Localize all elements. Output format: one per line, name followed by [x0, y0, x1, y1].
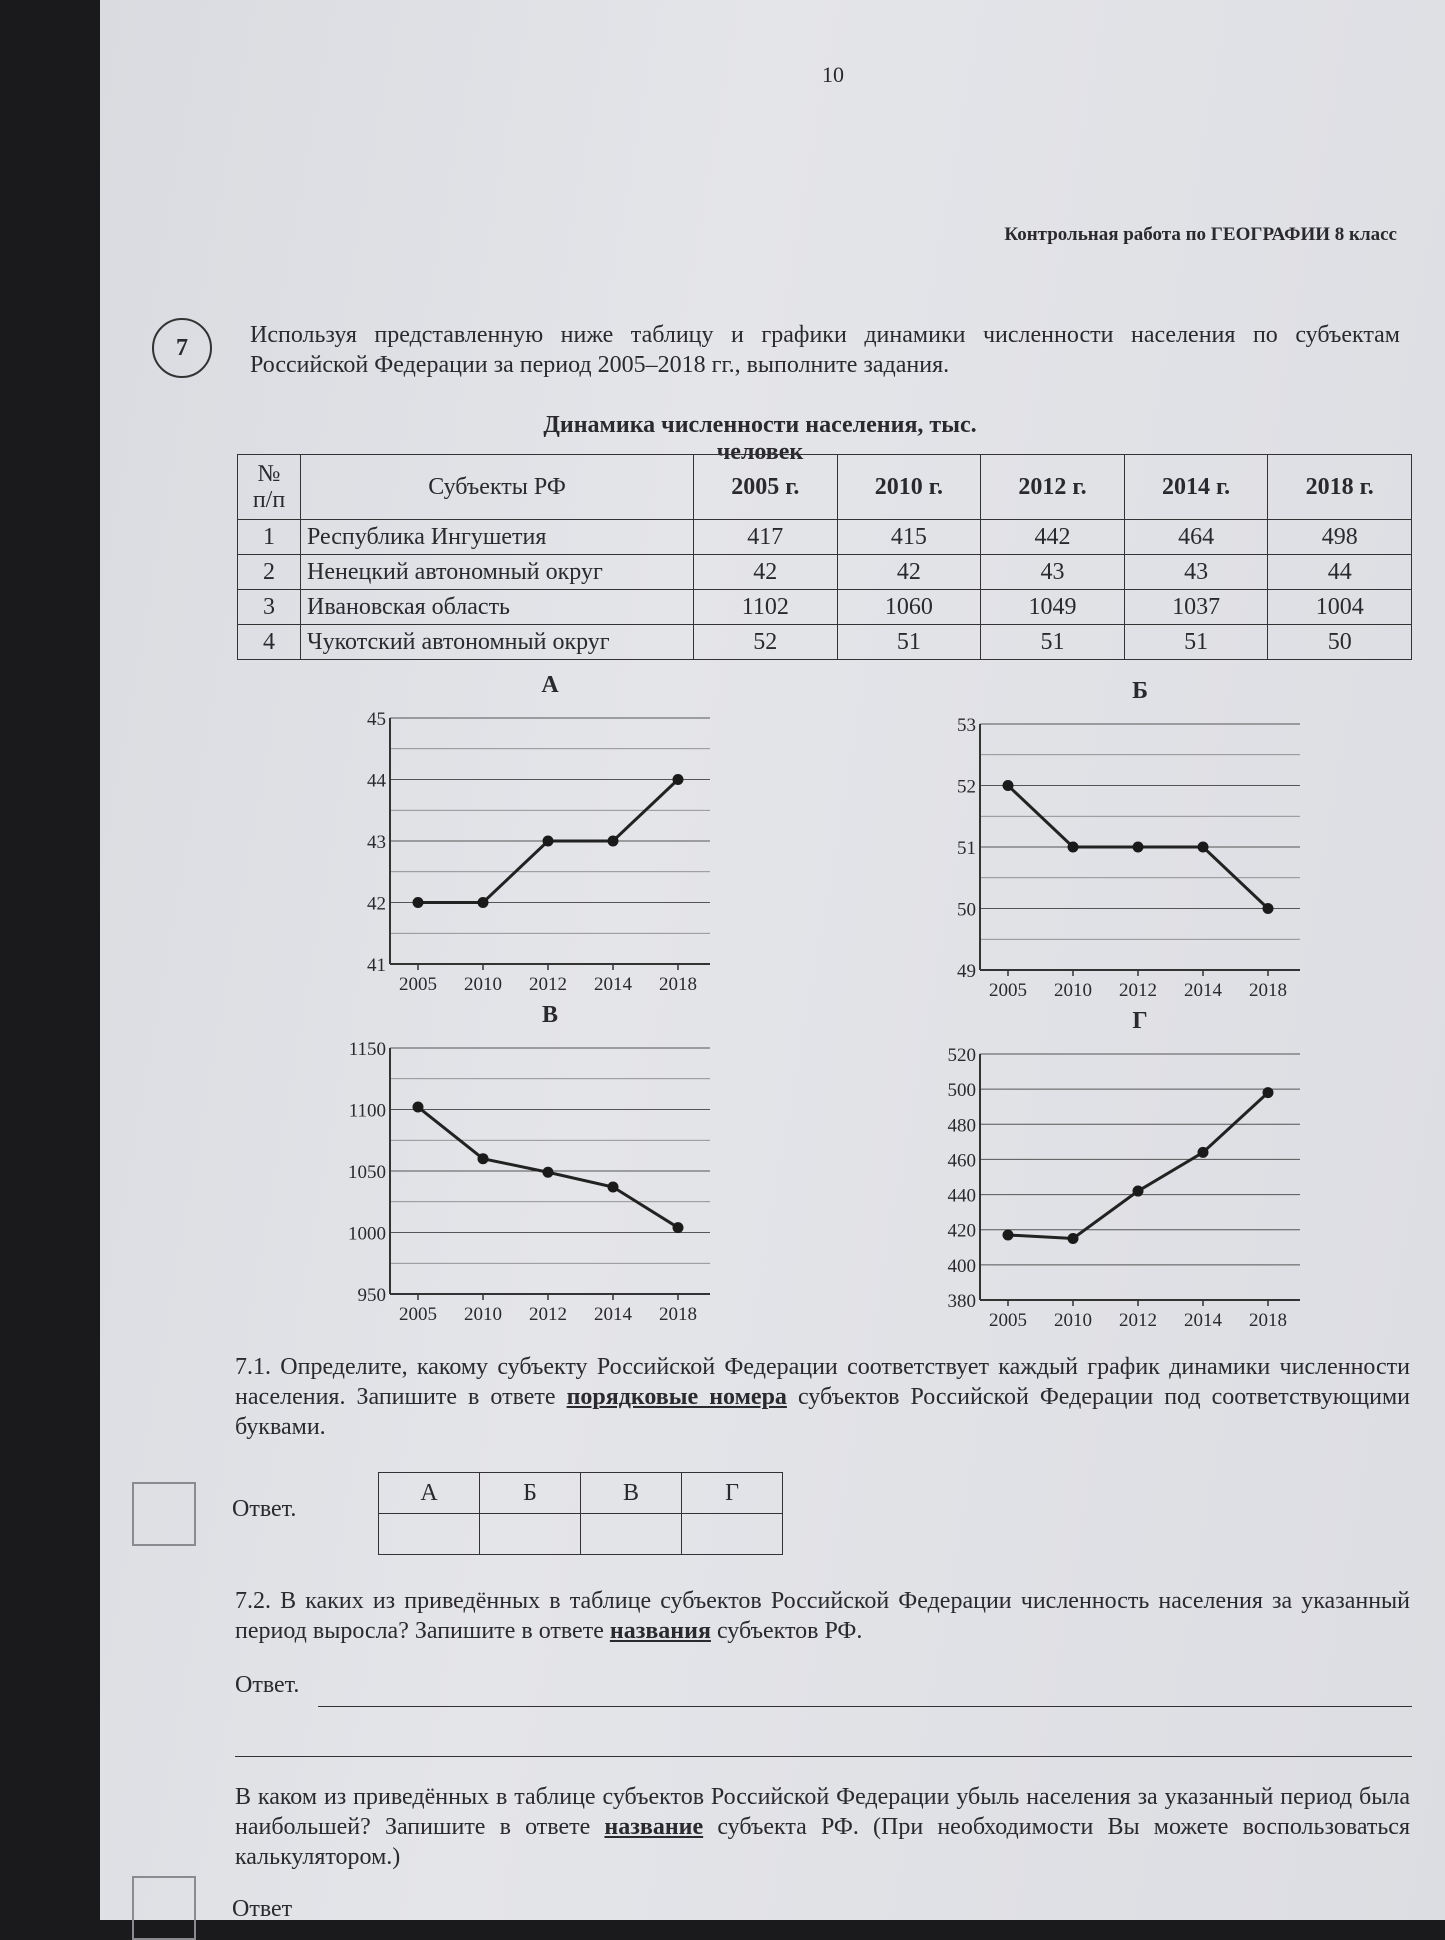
year-header: 2005 г.: [694, 455, 838, 520]
chart-title: Б: [1132, 678, 1148, 704]
year-header: 2014 г.: [1124, 455, 1268, 520]
y-tick-label: 42: [367, 893, 386, 915]
row-number: 1: [238, 520, 301, 555]
x-tick-label: 2012: [529, 1304, 567, 1325]
answer-table-7-1: [378, 1472, 783, 1555]
data-point: [413, 897, 424, 908]
q71-text-before: 7.1. Определите, какому субъекту Российской Федерации соответствует каждый график динамики численности населения. Запишите в ответе: [235, 1354, 1410, 1410]
x-tick-label: 2005: [399, 974, 437, 995]
answer-label-7-2: Ответ.: [235, 1672, 300, 1698]
table-cell: 52: [694, 625, 838, 660]
table-cell: 1049: [981, 590, 1125, 625]
data-point: [413, 1102, 424, 1113]
y-tick-label: 52: [957, 776, 976, 798]
y-tick-label: 380: [947, 1291, 976, 1312]
y-tick-label: 480: [947, 1115, 976, 1137]
row-number: 4: [238, 625, 301, 660]
data-point: [1003, 780, 1014, 791]
answer-input-row: [379, 1514, 783, 1555]
x-tick-label: 2010: [1054, 980, 1092, 1001]
q71-emphasis: порядковые номера: [566, 1384, 787, 1410]
answer-letters-row: [379, 1473, 783, 1514]
table-cell: 1004: [1268, 590, 1412, 625]
table-cell: 415: [837, 520, 981, 555]
x-tick-label: 2014: [1184, 980, 1222, 1001]
y-tick-label: 440: [947, 1185, 976, 1207]
x-tick-label: 2005: [989, 1310, 1027, 1331]
population-table: [237, 454, 1412, 660]
answer-cell-b[interactable]: [480, 1514, 581, 1555]
x-tick-label: 2012: [1119, 980, 1157, 1001]
y-tick-label: 950: [357, 1285, 386, 1306]
answer-cell-v[interactable]: [581, 1514, 682, 1555]
chart-g: [840, 1010, 1440, 1340]
q73-text-after: субъекта РФ. (При необходимости Вы можете воспользоваться калькулятором.): [235, 1814, 1410, 1870]
data-point: [543, 836, 554, 847]
data-point: [1068, 842, 1079, 853]
table-cell: 1060: [837, 590, 981, 625]
year-header: 2012 г.: [981, 455, 1125, 520]
data-point: [478, 897, 489, 908]
x-tick-label: 2018: [659, 974, 697, 995]
subject-header: Субъекты РФ: [301, 455, 694, 520]
table-cell: 42: [694, 555, 838, 590]
x-tick-label: 2014: [1184, 1310, 1222, 1331]
x-tick-label: 2012: [1119, 1310, 1157, 1331]
answer-label-7-3: Ответ: [232, 1896, 293, 1922]
data-point: [543, 1167, 554, 1178]
subject-name: Ивановская область: [301, 590, 694, 625]
chart-b: [840, 680, 1440, 1010]
y-tick-label: 53: [957, 715, 976, 736]
y-tick-label: 44: [367, 770, 386, 792]
table-row: [238, 590, 1412, 625]
x-tick-label: 2014: [594, 1304, 632, 1325]
data-point: [1068, 1233, 1079, 1244]
y-tick-label: 520: [947, 1045, 976, 1066]
table-cell: 417: [694, 520, 838, 555]
task-number: 7: [176, 334, 188, 361]
worksheet-page: [100, 0, 1445, 1920]
answer-cell-a[interactable]: [379, 1514, 480, 1555]
answer-label-7-1: Ответ.: [232, 1496, 297, 1522]
x-tick-label: 2018: [1249, 980, 1287, 1001]
y-tick-label: 1050: [348, 1162, 386, 1183]
table-title: Динамика численности населения, тыс. человек: [543, 412, 977, 465]
y-tick-label: 49: [957, 961, 976, 982]
data-point: [1003, 1229, 1014, 1240]
subject-name: Ненецкий автономный округ: [301, 555, 694, 590]
y-tick-label: 400: [947, 1255, 976, 1277]
subject-name: Республика Ингушетия: [301, 520, 694, 555]
x-tick-label: 2018: [659, 1304, 697, 1325]
data-point: [1198, 1147, 1209, 1158]
table-row: [238, 520, 1412, 555]
x-tick-label: 2018: [1249, 1310, 1287, 1331]
num-header-line2: п/п: [252, 487, 286, 513]
chart-title: В: [541, 1002, 559, 1028]
data-point: [478, 1153, 489, 1164]
chart-title: Г: [1132, 1008, 1148, 1034]
table-cell: 42: [837, 555, 981, 590]
answer-letter: Г: [682, 1473, 783, 1514]
num-header-line1: №: [257, 461, 281, 487]
row-number: 2: [238, 555, 301, 590]
answer-cell-g[interactable]: [682, 1514, 783, 1555]
data-point: [608, 1181, 619, 1192]
series-line: [1008, 1093, 1268, 1239]
data-point: [1263, 1087, 1274, 1098]
q72-text-before: 7.2. В каких из приведённых в таблице субъектов Российской Федерации численность населения за указанный период выросла? Запишите в ответе: [235, 1588, 1410, 1644]
q73-text-before: В каком из приведённых в таблице субъектов Российской Федерации убыль населения за указанный период была наибольшей? Запишите в ответе: [235, 1784, 1410, 1840]
score-box-7-3: [132, 1876, 196, 1940]
subject-name: Чукотский автономный округ: [301, 625, 694, 660]
table-cell: 442: [981, 520, 1125, 555]
data-point: [1133, 1186, 1144, 1197]
chart-title: А: [541, 672, 559, 698]
year-header: 2010 г.: [837, 455, 981, 520]
page-number: 10: [822, 62, 844, 87]
data-point: [673, 1222, 684, 1233]
task-intro: Используя представленную ниже таблицу и графики динамики численности населения по субъектам Российской Федерации за период 2005–2018 гг., выполните задания.: [250, 322, 1400, 378]
answer-line-7-2[interactable]: [318, 1706, 1412, 1707]
table-cell: 44: [1268, 555, 1412, 590]
q72-text-after: субъектов РФ.: [710, 1618, 863, 1644]
question-7-1: [235, 1352, 1410, 1442]
table-cell: 51: [1124, 625, 1268, 660]
page-header: Контрольная работа по ГЕОГРАФИИ 8 класс: [1004, 224, 1397, 245]
y-tick-label: 41: [367, 955, 386, 976]
table-cell: 464: [1124, 520, 1268, 555]
answer-letter: В: [581, 1473, 682, 1514]
y-tick-label: 420: [947, 1220, 976, 1242]
y-tick-label: 1000: [348, 1223, 386, 1245]
table-cell: 1037: [1124, 590, 1268, 625]
y-tick-label: 50: [957, 899, 976, 921]
y-tick-label: 460: [947, 1150, 976, 1172]
q71-text-after: субъектов Российской Федерации под соответствующими буквами.: [235, 1384, 1410, 1440]
chart-a: [250, 674, 850, 1004]
chart-v: [250, 1004, 850, 1334]
data-point: [1133, 842, 1144, 853]
x-tick-label: 2012: [529, 974, 567, 995]
year-header: 2018 г.: [1268, 455, 1412, 520]
answer-line-7-2-second[interactable]: [235, 1756, 1412, 1757]
question-7-3: [235, 1782, 1410, 1872]
y-tick-label: 1150: [348, 1039, 386, 1060]
table-row: [238, 625, 1412, 660]
table-cell: 51: [837, 625, 981, 660]
table-header-row: [238, 455, 1412, 520]
table-cell: 43: [981, 555, 1125, 590]
table-cell: 51: [981, 625, 1125, 660]
score-box-7-1: [132, 1482, 196, 1546]
x-tick-label: 2010: [464, 974, 502, 995]
y-tick-label: 45: [367, 709, 386, 730]
answer-letter: Б: [480, 1473, 581, 1514]
table-row: [238, 555, 1412, 590]
x-tick-label: 2005: [989, 980, 1027, 1001]
x-tick-label: 2005: [399, 1304, 437, 1325]
table-cell: 498: [1268, 520, 1412, 555]
y-tick-label: 500: [947, 1080, 976, 1102]
q73-emphasis: название: [604, 1814, 704, 1840]
y-tick-label: 43: [367, 832, 386, 853]
data-point: [673, 774, 684, 785]
x-tick-label: 2014: [594, 974, 632, 995]
data-point: [1263, 903, 1274, 914]
table-cell: 1102: [694, 590, 838, 625]
table-cell: 43: [1124, 555, 1268, 590]
num-header: [238, 455, 301, 520]
question-7-2: [235, 1586, 1410, 1646]
data-point: [608, 836, 619, 847]
q72-emphasis: названия: [609, 1618, 711, 1644]
row-number: 3: [238, 590, 301, 625]
x-tick-label: 2010: [464, 1304, 502, 1325]
data-point: [1198, 842, 1209, 853]
task-number-circle: [152, 318, 212, 378]
table-cell: 50: [1268, 625, 1412, 660]
x-tick-label: 2010: [1054, 1310, 1092, 1331]
y-tick-label: 1100: [348, 1100, 386, 1122]
answer-letter: А: [379, 1473, 480, 1514]
y-tick-label: 51: [957, 838, 976, 859]
